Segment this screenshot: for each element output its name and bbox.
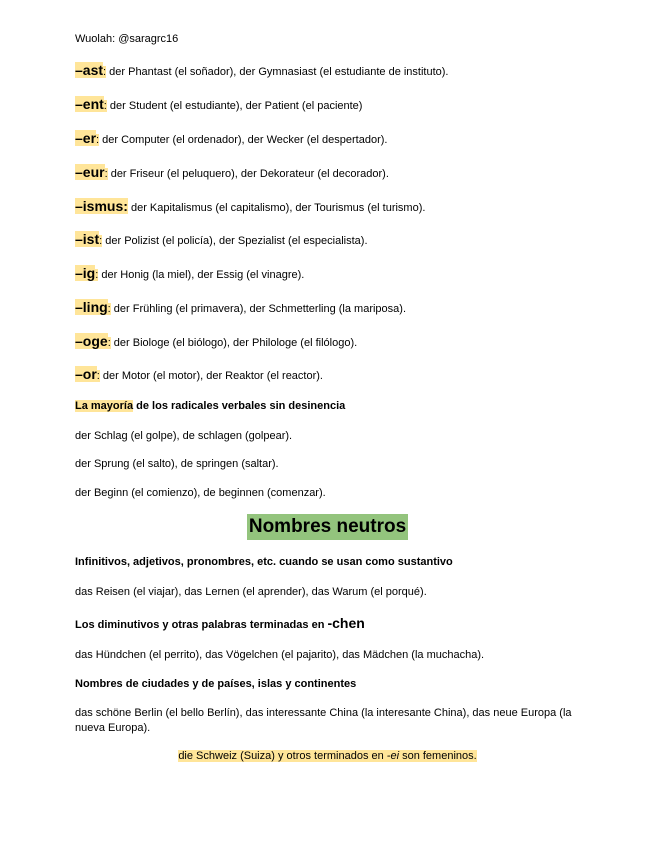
note-text-post: son femeninos. bbox=[399, 750, 477, 762]
suffix-label: –or bbox=[75, 366, 97, 382]
note-text-pre: die Schweiz (Suiza) y otros terminados en bbox=[178, 750, 387, 762]
diminutives-heading-text: Los diminutivos y otras palabras terminadas en bbox=[75, 619, 328, 631]
suffix-examples: der Polizist (el policía), der Spezialist (el especialista). bbox=[102, 235, 368, 247]
suffix-entry bbox=[75, 266, 304, 282]
section-title-wrap bbox=[0, 514, 655, 540]
suffix-separator: : bbox=[95, 269, 99, 281]
radicals-heading-highlight: La mayoría bbox=[75, 400, 134, 412]
suffix-examples: der Biologe (el biólogo), der Philologe (el filólogo). bbox=[110, 337, 358, 349]
suffix-separator: : bbox=[107, 303, 111, 315]
suffix-label: –oge bbox=[75, 333, 108, 349]
suffix-examples: der Motor (el motor), der Reaktor (el reactor). bbox=[99, 370, 323, 382]
suffix-entry bbox=[75, 300, 406, 316]
section-title: Nombres neutros bbox=[247, 514, 408, 540]
chen-suffix: -chen bbox=[327, 615, 365, 631]
suffix-separator: : bbox=[103, 100, 107, 112]
suffix-entry bbox=[75, 165, 389, 181]
radical-example: der Beginn (el comienzo), de beginnen (comenzar). bbox=[75, 487, 326, 499]
neutral-heading-diminutives bbox=[75, 616, 365, 632]
radical-example: der Schlag (el golpe), de schlagen (golpear). bbox=[75, 430, 293, 442]
header-text: Wuolah: @saragrc16 bbox=[75, 33, 179, 45]
suffix-examples: der Friseur (el peluquero), der Dekorateur (el decorador). bbox=[107, 168, 389, 180]
neutral-examples-infinitives: das Reisen (el viajar), das Lernen (el aprender), das Warum (el porqué). bbox=[75, 586, 427, 598]
suffix-label: –er bbox=[75, 130, 97, 146]
suffix-separator: : bbox=[107, 337, 111, 349]
radicals-heading-rest: de los radicales verbales sin desinencia bbox=[133, 400, 346, 412]
suffix-separator: : bbox=[96, 134, 100, 146]
suffix-separator: : bbox=[103, 66, 107, 78]
suffix-label: –ig bbox=[75, 265, 96, 281]
suffix-label: –ent bbox=[75, 96, 104, 112]
suffix-entry bbox=[75, 367, 323, 383]
note-text-italic: -ei bbox=[386, 750, 400, 762]
suffix-examples: der Frühling (el primavera), der Schmetterling (la mariposa). bbox=[110, 303, 407, 315]
exception-note bbox=[0, 750, 655, 762]
suffix-separator: : bbox=[99, 235, 103, 247]
suffix-entry bbox=[75, 199, 425, 215]
suffix-entry bbox=[75, 97, 362, 113]
suffix-entry bbox=[75, 63, 449, 79]
suffix-entry bbox=[75, 232, 368, 248]
radicals-heading bbox=[75, 399, 345, 413]
suffix-entry bbox=[75, 131, 387, 147]
exception-note-highlight bbox=[178, 750, 476, 762]
suffix-label: –ling bbox=[75, 299, 108, 315]
neutral-examples-diminutives: das Hündchen (el perrito), das Vögelchen (el pajarito), das Mädchen (la muchacha). bbox=[75, 649, 485, 661]
suffix-label: –ast bbox=[75, 62, 104, 78]
radical-example: der Sprung (el salto), de springen (saltar). bbox=[75, 458, 279, 470]
suffix-separator: : bbox=[104, 168, 108, 180]
suffix-label: –ist bbox=[75, 231, 100, 247]
suffix-label: –eur bbox=[75, 164, 105, 180]
suffix-examples: der Honig (la miel), der Essig (el vinagre). bbox=[98, 269, 305, 281]
suffix-examples: der Computer (el ordenador), der Wecker (el despertador). bbox=[99, 134, 388, 146]
neutral-heading-places: Nombres de ciudades y de países, islas y continentes bbox=[75, 678, 357, 690]
suffix-separator: : bbox=[96, 370, 100, 382]
suffix-examples: der Kapitalismus (el capitalismo), der Tourismus (el turismo). bbox=[127, 202, 426, 214]
suffix-entry bbox=[75, 334, 357, 350]
suffix-examples: der Phantast (el soñador), der Gymnasiast (el estudiante de instituto). bbox=[106, 66, 449, 78]
neutral-examples-places: das schöne Berlin (el bello Berlín), das interessante China (la interesante China), das neue Europa (la nueva Europa). bbox=[75, 707, 572, 734]
suffix-label: –ismus: bbox=[75, 198, 128, 214]
neutral-heading-infinitives: Infinitivos, adjetivos, pronombres, etc. cuando se usan como sustantivo bbox=[75, 556, 453, 568]
suffix-examples: der Student (el estudiante), der Patient (el paciente) bbox=[106, 100, 363, 112]
